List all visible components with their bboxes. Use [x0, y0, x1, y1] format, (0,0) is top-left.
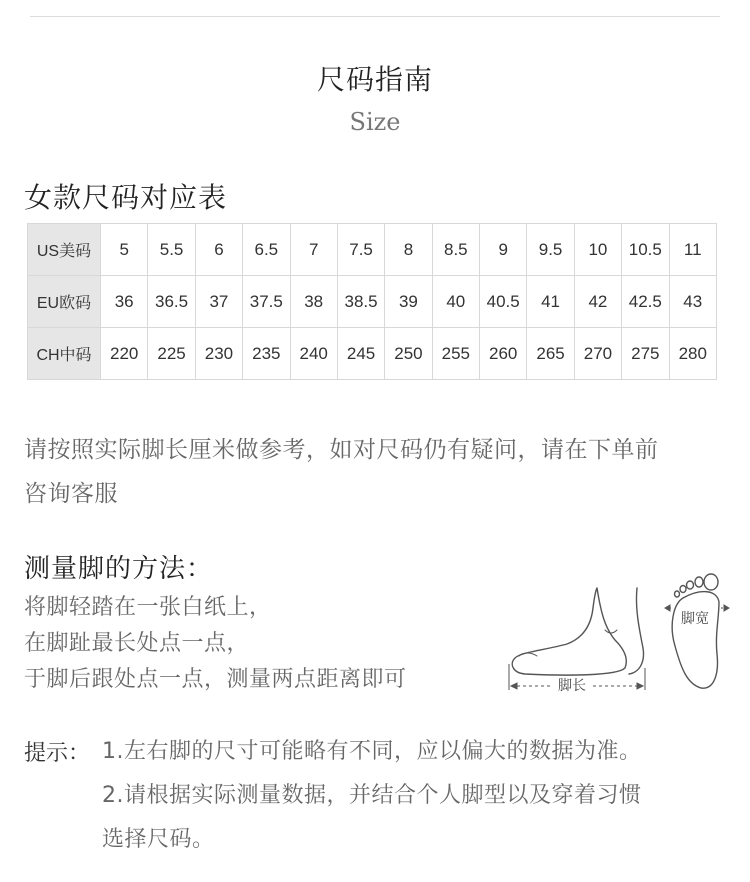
table-cell: 7 [290, 224, 337, 276]
size-note-line-2: 咨询客服 [24, 481, 118, 507]
measure-steps [24, 590, 407, 698]
top-divider [30, 16, 720, 17]
table-cell: 37 [195, 276, 242, 328]
table-cell: 9.5 [527, 224, 574, 276]
table-cell: 240 [290, 328, 337, 380]
row-header: EU欧码 [28, 276, 101, 328]
table-cell: 36 [101, 276, 148, 328]
table-cell: 36.5 [148, 276, 195, 328]
table-cell: 5 [101, 224, 148, 276]
table-cell: 8 [385, 224, 432, 276]
size-note-line-1: 请按照实际脚长厘米做参考，如对尺码仍有疑问，请在下单前 [24, 437, 659, 463]
table-cell: 38.5 [337, 276, 384, 328]
measure-step-3: 于脚后跟处点一点，测量两点距离即可 [24, 667, 407, 692]
size-chart-title: 女款尺码对应表 [24, 181, 228, 214]
measure-step-1: 将脚轻踏在一张白纸上， [24, 595, 272, 620]
table-cell: 10 [574, 224, 621, 276]
table-cell: 6.5 [243, 224, 290, 276]
table-cell: 9 [480, 224, 527, 276]
table-cell: 230 [195, 328, 242, 380]
foot-side-view-icon [512, 588, 643, 675]
row-header: US美码 [28, 224, 101, 276]
foot-measure-illustration [505, 568, 735, 698]
table-row [28, 276, 717, 328]
tip-line-1: 1.左右脚的尺寸可能略有不同，应以偏大的数据为准。 [102, 739, 642, 764]
page-title: 尺码指南 [316, 63, 433, 96]
table-cell: 270 [574, 328, 621, 380]
table-cell: 43 [669, 276, 717, 328]
table-cell: 37.5 [243, 276, 290, 328]
table-cell: 255 [432, 328, 479, 380]
table-cell: 265 [527, 328, 574, 380]
table-row [28, 224, 717, 276]
table-cell: 250 [385, 328, 432, 380]
page-subtitle: Size [349, 108, 401, 136]
table-cell: 42.5 [622, 276, 669, 328]
size-note [24, 428, 724, 516]
foot-length-label: 脚长 [558, 678, 586, 694]
table-cell: 5.5 [148, 224, 195, 276]
table-cell: 275 [622, 328, 669, 380]
measure-step-2: 在脚趾最长处点一点， [24, 631, 250, 656]
table-cell: 42 [574, 276, 621, 328]
table-cell: 40 [432, 276, 479, 328]
table-cell: 220 [101, 328, 148, 380]
table-cell: 40.5 [480, 276, 527, 328]
tip-line-2: 2.请根据实际测量数据，并结合个人脚型以及穿着习惯 [102, 783, 642, 808]
tips-label: 提示： [24, 741, 91, 766]
row-header: CH中码 [28, 328, 101, 380]
table-cell: 225 [148, 328, 195, 380]
table-cell: 39 [385, 276, 432, 328]
table-row [28, 328, 717, 380]
foot-width-label: 脚宽 [681, 611, 709, 627]
table-cell: 11 [669, 224, 717, 276]
measure-method-title: 测量脚的方法： [24, 554, 214, 584]
table-cell: 10.5 [622, 224, 669, 276]
table-cell: 6 [195, 224, 242, 276]
size-chart-table [27, 223, 717, 380]
table-cell: 235 [243, 328, 290, 380]
table-cell: 8.5 [432, 224, 479, 276]
table-cell: 7.5 [337, 224, 384, 276]
table-cell: 260 [480, 328, 527, 380]
tips-list [102, 730, 732, 862]
tip-line-3: 选择尺码。 [102, 827, 215, 852]
table-cell: 280 [669, 328, 717, 380]
table-cell: 245 [337, 328, 384, 380]
table-cell: 41 [527, 276, 574, 328]
table-cell: 38 [290, 276, 337, 328]
foot-sole-view-icon [672, 574, 719, 688]
